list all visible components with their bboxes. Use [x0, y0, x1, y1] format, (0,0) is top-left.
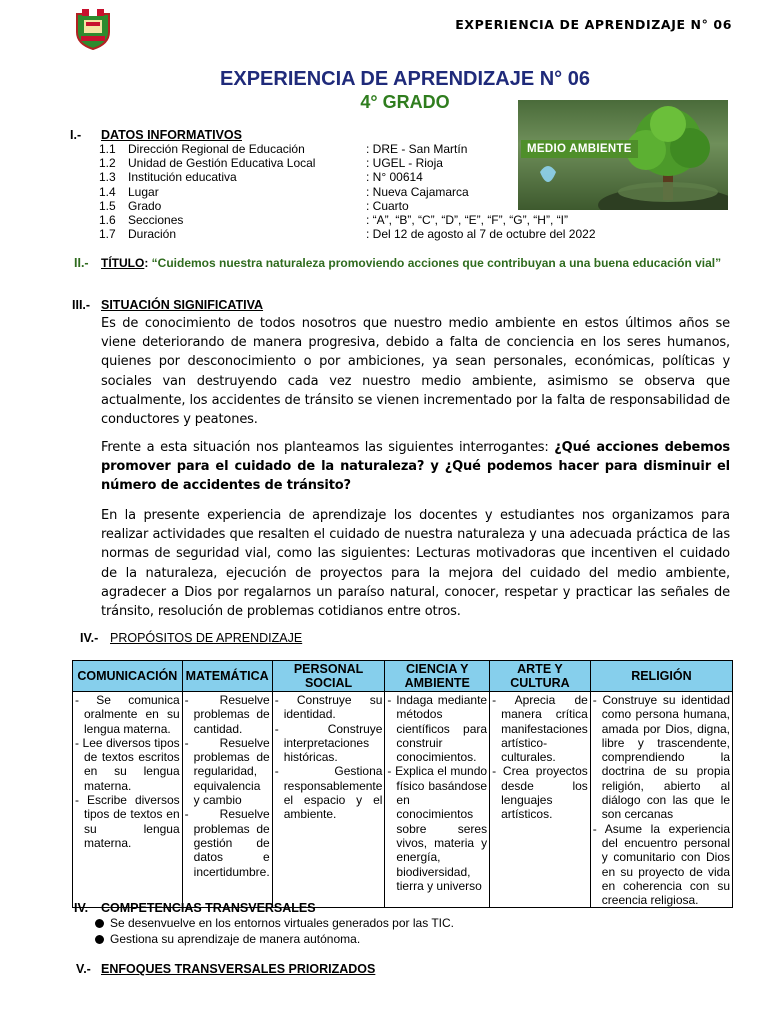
info-row	[99, 170, 596, 184]
info-value: : N° 00614	[366, 170, 423, 185]
competencia-text: Gestiona su aprendizaje de manera autónoma.	[110, 932, 361, 946]
running-header: EXPERIENCIA DE APRENDIZAJE N° 06	[455, 17, 732, 32]
competency-item: - Indaga mediante métodos científicos para construir conocimientos.	[387, 693, 488, 765]
info-number: 1.2	[99, 156, 116, 171]
cell-comunicacion	[73, 692, 183, 908]
school-crest-logo	[74, 8, 112, 50]
info-row	[99, 185, 596, 199]
info-label: Institución educativa	[128, 170, 237, 185]
competencias-list	[95, 915, 454, 947]
header-religion: RELIGIÓN	[590, 661, 732, 692]
info-value: : “A”, “B”, “C”, “D”, “E”, “F”, “G”, “H”, “I”	[366, 213, 568, 228]
section-number: I.-	[70, 128, 82, 142]
cell-personal-social	[272, 692, 385, 908]
table-row	[73, 692, 733, 908]
cell-religion	[590, 692, 732, 908]
environment-label: MEDIO AMBIENTE	[521, 140, 638, 158]
page-title: EXPERIENCIA DE APRENDIZAJE N° 06	[220, 68, 590, 90]
info-value: : UGEL - Rioja	[366, 156, 443, 171]
section-heading-titulo: TÍTULO	[101, 256, 145, 270]
info-value: : Cuarto	[366, 198, 409, 213]
competency-item: - Construye su identidad como persona humana, amada por Dios, digna, libre y trascendente, comprendiendo la doctrina de su propia religión, abierto al diálogo con las que le son cercanas	[592, 693, 730, 822]
info-label: Duración	[128, 227, 177, 242]
info-value: : Del 12 de agosto al 7 de octubre del 2022	[366, 227, 596, 242]
competency-item: - Gestiona responsablemente el espacio y el ambiente.	[274, 764, 383, 822]
list-item	[95, 931, 454, 947]
info-row	[99, 213, 596, 227]
info-row	[99, 199, 596, 213]
competency-item: - Resuelve problemas de regularidad, equivalencia y cambio	[184, 735, 270, 808]
section-heading-competencias: COMPETENCIAS TRANSVERSALES	[101, 901, 316, 915]
situation-p2-intro: Frente a esta situación nos planteamos las siguientes interrogantes:	[101, 440, 555, 455]
section-number: IV.-	[80, 631, 99, 645]
info-label: Unidad de Gestión Educativa Local	[128, 156, 316, 171]
info-table	[99, 142, 596, 241]
section-number: V.-	[76, 962, 91, 976]
info-number: 1.3	[99, 170, 116, 185]
info-number: 1.5	[99, 198, 116, 213]
competency-item: - Se comunica oralmente en su lengua materna.	[75, 693, 180, 736]
competency-item: - Construye su identidad.	[274, 693, 383, 722]
titulo-text: “Cuidemos nuestra naturaleza promoviendo acciones que contribuyan a una buena educación vial”	[151, 256, 722, 270]
table-header-row	[73, 661, 733, 692]
info-label: Grado	[128, 198, 162, 213]
bullet-dot-icon	[95, 919, 104, 928]
info-label: Dirección Regional de Educación	[128, 142, 305, 156]
competency-item: - Crea proyectos desde los lenguajes artísticos.	[492, 764, 588, 822]
header-personal-social: PERSONAL SOCIAL	[272, 661, 385, 692]
competency-item: - Escribe diversos tipos de textos en su lengua materna.	[75, 793, 180, 850]
info-row	[99, 227, 596, 241]
section-heading-datos: DATOS INFORMATIVOS	[101, 128, 242, 142]
competency-item: - Aprecia de manera crítica manifestaciones artístico-culturales.	[492, 693, 588, 765]
situation-questions: ¿Qué acciones debemos promover para el cuidado de la naturaleza? y ¿Qué podemos hacer para disminuir el número de accidentes de tránsito?	[101, 440, 730, 494]
info-row	[99, 142, 596, 156]
info-number: 1.1	[99, 142, 116, 156]
info-label: Secciones	[128, 213, 184, 228]
competencia-text: Se desenvuelve en los entornos virtuales generados por las TIC.	[110, 916, 454, 930]
info-label: Lugar	[128, 184, 159, 199]
header-ciencia-ambiente: CIENCIA Y AMBIENTE	[385, 661, 490, 692]
section-heading-situacion: SITUACIÓN SIGNIFICATIVA	[101, 298, 264, 312]
header-arte-cultura: ARTE Y CULTURA	[490, 661, 591, 692]
section-number: III.-	[72, 298, 91, 312]
section-heading-enfoques: ENFOQUES TRANSVERSALES PRIORIZADOS	[101, 962, 376, 976]
info-value: : DRE - San Martín	[366, 142, 468, 156]
purposes-table	[72, 660, 733, 908]
bullet-dot-icon	[95, 935, 104, 944]
section-number: IV.	[74, 901, 89, 915]
info-number: 1.6	[99, 213, 116, 228]
header-comunicacion: COMUNICACIÓN	[73, 661, 183, 692]
situation-paragraph-3: En la presente experiencia de aprendizaje los docentes y estudiantes nos organizamos para realizar actividades que resalten el cuidado de nuestra naturaleza y una adecuada práctica de las normas de seguridad vial, como las siguientes: Lecturas motivadoras que incentiven el cuidado de la naturaleza, ejecución de proyectos para la mejora del cuidado del medio ambiente, agradecer a Dios por regalarnos un paraíso natural, conocer, respetar y practicar las señales de tránsito, resolución de problemas cotidianos entre otros.	[101, 508, 730, 620]
cell-matematica	[182, 692, 272, 908]
grade-subtitle: 4° GRADO	[360, 92, 450, 112]
competency-item: - Lee diversos tipos de textos escritos en su lengua materna.	[75, 735, 180, 793]
titulo-block: TÍTULO: “Cuidemos nuestra naturaleza promoviendo acciones que contribuyan a una buena educación vial”	[101, 256, 722, 270]
cell-arte-cultura	[490, 692, 591, 908]
competency-item: - Resuelve problemas de cantidad.	[184, 693, 270, 736]
situation-paragraph-2	[101, 438, 730, 496]
section-number: II.-	[74, 256, 89, 270]
info-row	[99, 156, 596, 170]
list-item	[95, 915, 454, 931]
competency-item: - Resuelve problemas de gestión de datos e incertidumbre.	[184, 807, 270, 879]
info-value: : Nueva Cajamarca	[366, 184, 469, 199]
cell-ciencia-ambiente	[385, 692, 490, 908]
section-heading-propositos: PROPÓSITOS DE APRENDIZAJE	[110, 631, 303, 645]
info-number: 1.7	[99, 227, 116, 242]
situation-paragraph-1: Es de conocimiento de todos nosotros que nuestro medio ambiente en estos últimos años se viene deteriorando de manera progresiva, debido a falta de conciencia en los seres humanos, quienes por desconocimiento o por ambiciones, ya sean personales, económicas, políticas y sociales van destruyendo cada vez nuestro medio ambiente, asimismo se observa que actualmente, los accidentes de tránsito se vienen incrementado por la falta de responsabilidad de conductores y peatones.	[101, 316, 730, 428]
header-matematica: MATEMÁTICA	[182, 661, 272, 692]
info-number: 1.4	[99, 184, 116, 199]
competency-item: - Explica el mundo físico basándose en conocimientos sobre seres vivos, materia y energía, biodiversidad, tierra y universo	[387, 764, 488, 893]
competency-item: - Construye interpretaciones históricas.	[274, 721, 383, 765]
competency-item: - Asume la experiencia del encuentro personal y comunitario con Dios en su proyecto de vida en coherencia con su creencia religiosa.	[592, 821, 730, 908]
